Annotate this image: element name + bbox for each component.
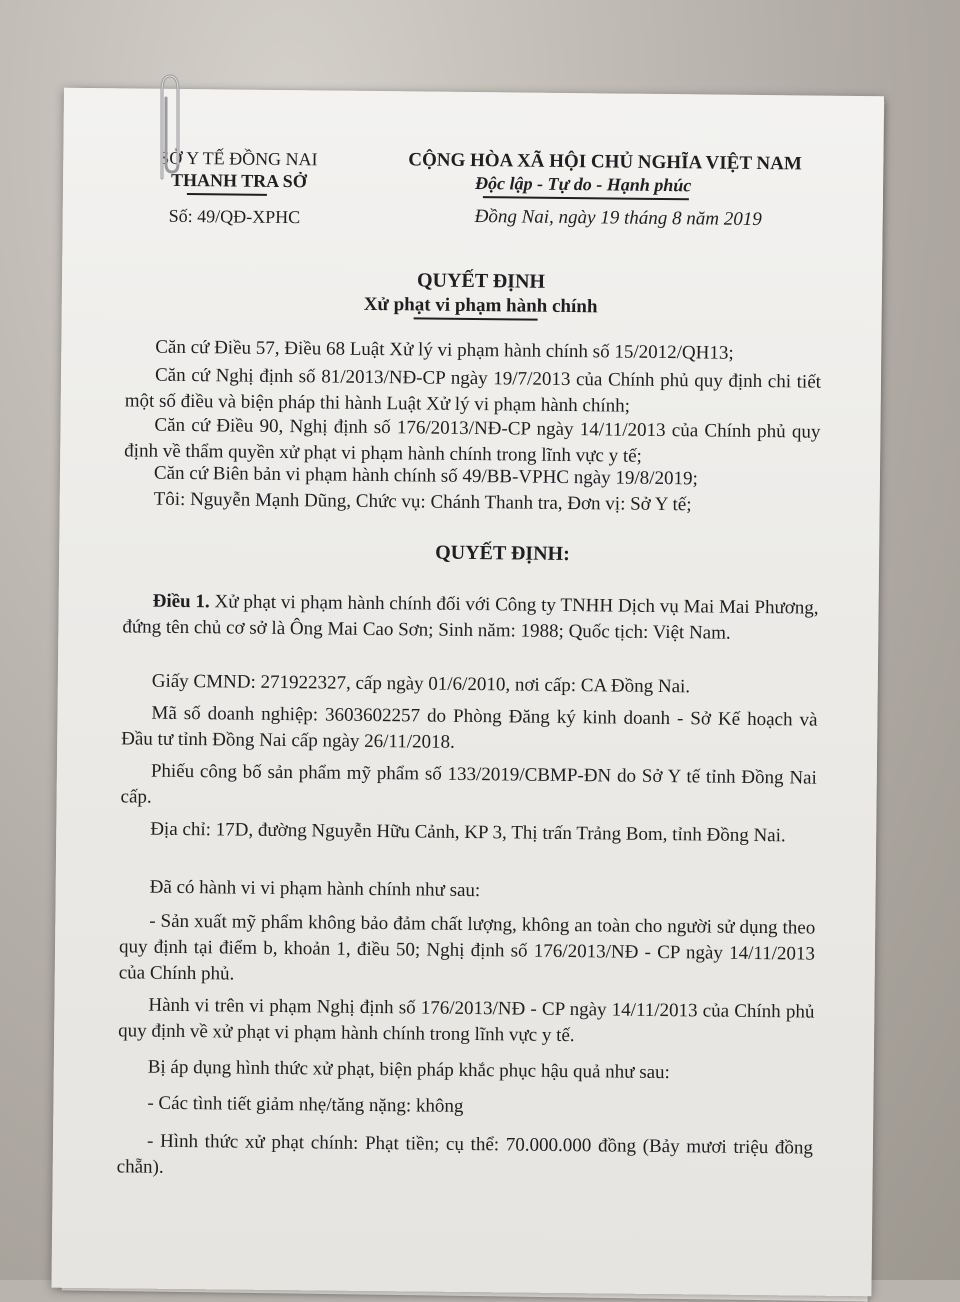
decision-heading: QUYẾT ĐỊNH: [435, 541, 570, 566]
article-1 [122, 588, 819, 647]
decision-title: QUYẾT ĐỊNH [416, 269, 546, 293]
basis-3: Căn cứ Điều 90, Nghị định số 176/2013/NĐ-CP ngày 14/11/2013 của Chính phủ quy định về thẩm quyền xử phạt vi phạm hành chính trong lĩnh vực y tế; [124, 414, 821, 467]
violation-legal-basis: Hành vi trên vi phạm Nghị định số 176/2013/NĐ - CP ngày 14/11/2013 của Chính phủ quy định về xử phạt vi phạm hành chính trong lĩnh vực y tế. [118, 994, 815, 1047]
nation-title: CỘNG HÒA XÃ HỘI CHỦ NGHĨA VIỆT NAM [408, 149, 802, 175]
nation-motto: Độc lập - Tự do - Hạnh phúc [474, 173, 692, 196]
agency-line1: SỞ Y TẾ ĐỒNG NAI [159, 147, 318, 170]
document-page [51, 88, 884, 1297]
basis-4: Căn cứ Biên bản vi phạm hành chính số 49/BB-VPHC ngày 19/8/2019; [153, 462, 698, 490]
basis-1: Căn cứ Điều 57, Điều 68 Luật Xử lý vi phạm hành chính số 15/2012/QH13; [155, 336, 734, 364]
decision-subtitle: Xử phạt vi phạm hành chính [363, 293, 598, 318]
subtitle-underline [414, 317, 538, 320]
main-penalty: - Hình thức xử phạt chính: Phạt tiền; cụ thể: 70.000.000 đồng (Bảy mươi triệu đồng chẵn). [116, 1130, 814, 1178]
violation-intro: Đã có hành vi vi phạm hành chính như sau: [149, 876, 481, 902]
address-info: Địa chỉ: 17D, đường Nguyễn Hữu Cảnh, KP 3, Thị trấn Trảng Bom, tỉnh Đồng Nai. [150, 818, 786, 847]
agency-underline [187, 193, 267, 195]
basis-2: Căn cứ Nghị định số 81/2013/NĐ-CP ngày 19/7/2013 của Chính phủ quy định chi tiết một số điều và biện pháp thi hành Luật Xử lý vi phạm hành chính; [124, 364, 822, 417]
penalty-intro: Bị áp dụng hình thức xử phạt, biện pháp khắc phục hậu quả như sau: [147, 1056, 671, 1084]
business-code-info: Mã số doanh nghiệp: 3603602257 do Phòng Đăng ký kinh doanh - Sở Kế hoạch và Đầu tư tỉnh Đồng Nai cấp ngày 26/11/2018. [121, 702, 818, 753]
article-1-text: Xử phạt vi phạm hành chính đối với Công ty TNHH Dịch vụ Mai Mai Phương, đứng tên chủ cơ sở là Ông Mai Cao Sơn; Sinh năm: 1988; Quốc tịch: Việt Nam. [122, 591, 819, 644]
place-date: Đồng Nai, ngày 19 tháng 8 năm 2019 [474, 206, 762, 231]
motto-underline [483, 196, 689, 200]
violation-detail: - Sản xuất mỹ phẩm không bảo đảm chất lượng, không an toàn cho người sử dụng theo quy định tại điểm b, khoản 1, điều 50; Nghị định số 176/2013/NĐ - CP ngày 14/11/2013 của Chính phủ. [118, 910, 816, 985]
id-card-info: Giấy CMND: 271922327, cấp ngày 01/6/2010, nơi cấp: CA Đồng Nai. [151, 670, 691, 698]
article-1-label: Điều 1. [152, 590, 210, 613]
basis-5: Tôi: Nguyễn Mạnh Dũng, Chức vụ: Chánh Thanh tra, Đơn vị: Sở Y tế; [153, 488, 692, 516]
product-declaration-info: Phiếu công bố sản phẩm mỹ phẩm số 133/2019/CBMP-ĐN do Sở Y tế tỉnh Đồng Nai cấp. [120, 760, 817, 808]
paper-clip-icon [148, 68, 188, 188]
document-number: Số: 49/QĐ-XPHC [168, 205, 301, 228]
mitigating-factors: - Các tình tiết giảm nhẹ/tăng nặng: không [147, 1092, 464, 1117]
agency-line2: THANH TRA SỞ [170, 169, 307, 192]
